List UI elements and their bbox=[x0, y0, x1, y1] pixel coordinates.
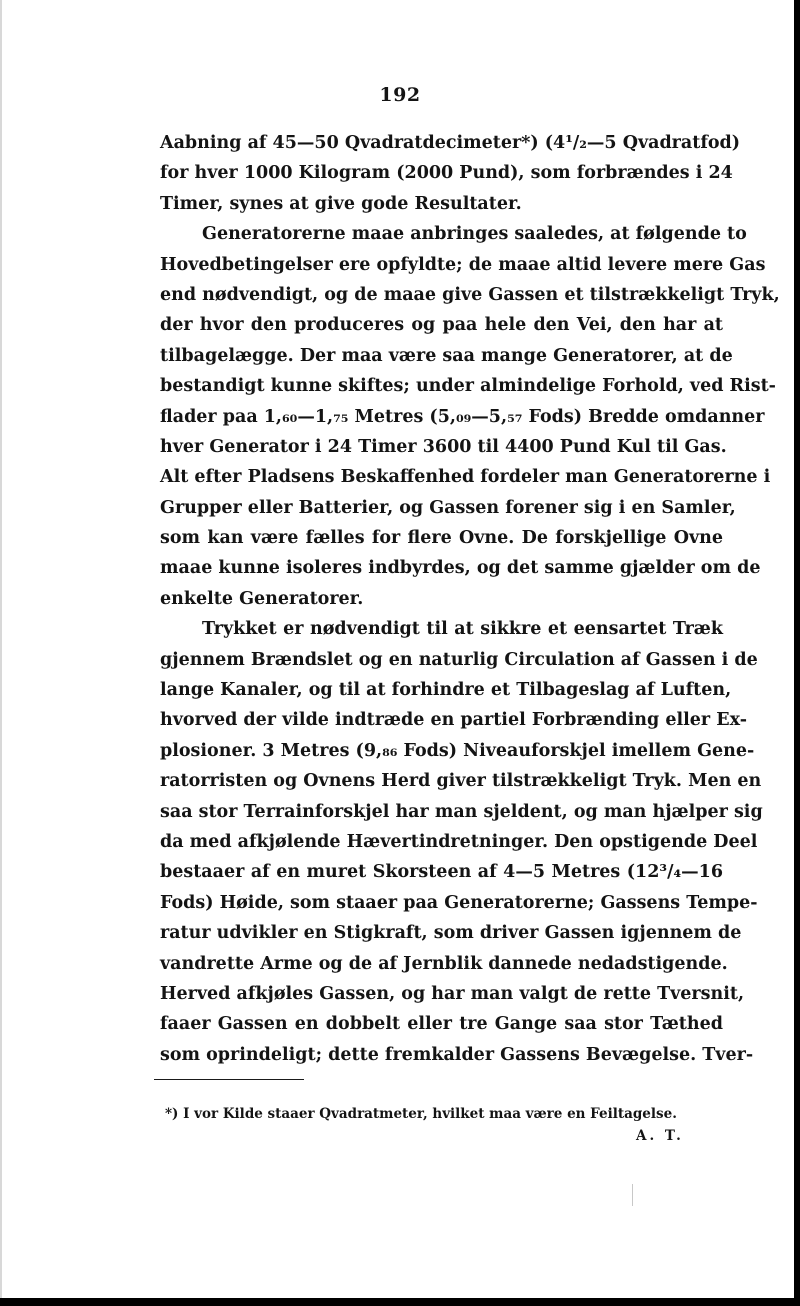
text-line: ratur udvikler en Stigkraft, som driver Gassen igjennem de bbox=[160, 923, 742, 944]
text-line: Aabning af 45—50 Qvadratdecimeter*) (4¹/₂—5 Qvadratfod) bbox=[160, 133, 741, 153]
text-line: faaer Gassen en dobbelt eller tre Gange saa stor Tæthed bbox=[160, 1014, 723, 1035]
text-line: lange Kanaler, og til at forhindre et Tilbageslag af Luften, bbox=[160, 680, 732, 701]
text-line: Timer, synes at give gode Resultater. bbox=[160, 193, 522, 214]
text-line: som kan være fælles for flere Ovne. De forskjellige Ovne bbox=[160, 528, 723, 549]
footnote-text: *) I vor Kilde staaer Qvadratmeter, hvilket maa være en Feiltagelse. bbox=[165, 1106, 677, 1122]
footnote-signature: A. T. bbox=[636, 1128, 684, 1144]
text-line: bestaaer af en muret Skorsteen af 4—5 Metres (12³/₄—16 bbox=[160, 862, 723, 883]
text-line: vandrette Arme og de af Jernblik dannede nedadstigende. bbox=[160, 953, 728, 974]
scan-bottom-border bbox=[0, 1298, 800, 1306]
text-line: Grupper eller Batterier, og Gassen forener sig i en Samler, bbox=[160, 497, 736, 518]
scan-artifact bbox=[632, 1184, 633, 1206]
scan-left-edge bbox=[0, 0, 2, 1306]
text-line: enkelte Generatorer. bbox=[160, 588, 364, 609]
text-line: tilbagelægge. Der maa være saa mange Generatorer, at de bbox=[160, 345, 733, 366]
body-text bbox=[160, 128, 780, 1070]
text-line: plosioner. 3 Metres (9,₈₆ Fods) Niveauforskjel imellem Gene- bbox=[160, 740, 755, 761]
text-line: Hovedbetingelser ere opfyldte; de maae altid levere mere Gas bbox=[160, 254, 766, 275]
text-line: for hver 1000 Kilogram (2000 Pund), som forbrændes i 24 bbox=[160, 163, 733, 184]
text-line: Herved afkjøles Gassen, og har man valgt de rette Tversnit, bbox=[160, 983, 745, 1004]
text-line: end nødvendigt, og de maae give Gassen et tilstrækkeligt Tryk, bbox=[160, 284, 780, 305]
text-line: flader paa 1,₆₀—1,₇₅ Metres (5,₀₉—5,₅₇ Fods) Bredde omdanner bbox=[160, 406, 765, 427]
text-line: som oprindeligt; dette fremkalder Gassens Bevægelse. Tver- bbox=[160, 1044, 754, 1065]
text-line: ratorristen og Ovnens Herd giver tilstrækkeligt Tryk. Men en bbox=[160, 771, 762, 792]
paragraph-start-line: Generatorerne maae anbringes saaledes, at følgende to bbox=[202, 224, 747, 245]
scan-right-border bbox=[794, 0, 800, 1306]
text-line: da med afkjølende Hævertindretninger. Den opstigende Deel bbox=[160, 831, 758, 852]
text-line: hvorved der vilde indtræde en partiel Forbrænding eller Ex- bbox=[160, 710, 747, 731]
page-number: 192 bbox=[379, 84, 421, 106]
text-line: bestandigt kunne skiftes; under almindelige Forhold, ved Rist- bbox=[160, 376, 776, 397]
text-line: gjennem Brændslet og en naturlig Circulation af Gassen i de bbox=[160, 649, 758, 670]
text-line: maae kunne isoleres indbyrdes, og det samme gjælder om de bbox=[160, 558, 761, 579]
text-line: der hvor den produceres og paa hele den Vei, den har at bbox=[160, 315, 723, 336]
text-line: Fods) Høide, som staaer paa Generatorerne; Gassens Tempe- bbox=[160, 892, 758, 913]
text-line: saa stor Terrainforskjel har man sjeldent, og man hjælper sig bbox=[160, 801, 763, 822]
paragraph-start-line: Trykket er nødvendigt til at sikkre et eensartet Træk bbox=[202, 619, 723, 640]
footnote-divider bbox=[154, 1079, 304, 1080]
text-line: hver Generator i 24 Timer 3600 til 4400 Pund Kul til Gas. bbox=[160, 436, 727, 457]
text-line: Alt efter Pladsens Beskaffenhed fordeler man Generatorerne i bbox=[160, 467, 771, 488]
